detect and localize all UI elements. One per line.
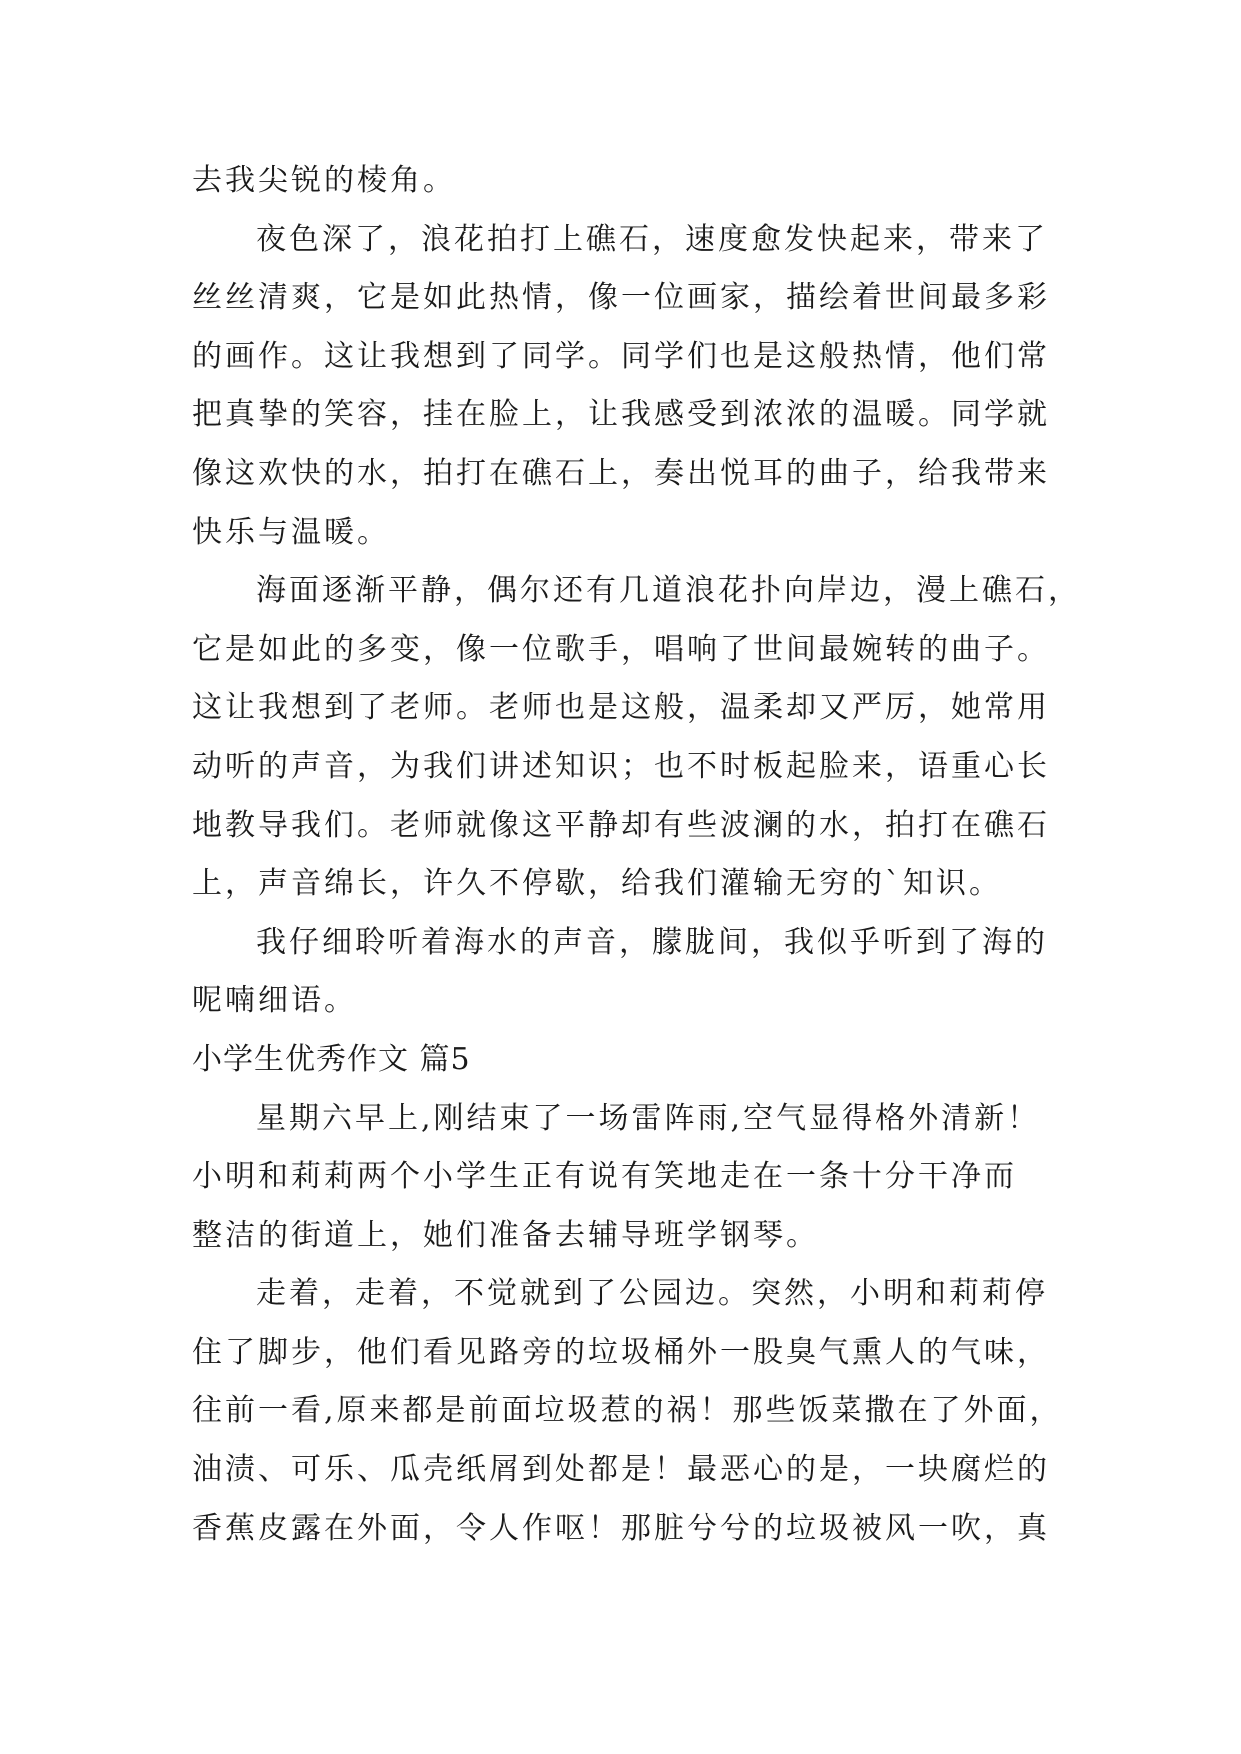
text-line: 整洁的街道上，她们准备去辅导班学钢琴。 — [192, 1217, 819, 1253]
text-line: 小明和莉莉两个小学生正有说有笑地走在一条十分干净而 — [192, 1159, 1017, 1195]
text-line: 上，声音绵长，许久不停歇，给我们灌输无穷的`知识。 — [192, 866, 1002, 902]
paragraph-start-line: 夜色深了，浪花拍打上礁石，速度愈发快起来，带来了 — [256, 221, 1048, 257]
text-line: 去我尖锐的棱角。 — [192, 163, 456, 198]
text-line: 往前一看,原来都是前面垃圾惹的祸！那些饭菜撒在了外面， — [192, 1393, 1063, 1429]
paragraph-start-line: 星期六早上,刚结束了一场雷阵雨,空气显得格外清新！ — [256, 1100, 1041, 1136]
text-line: 丝丝清爽，它是如此热情，像一位画家，描绘着世间最多彩 — [192, 280, 1050, 316]
paragraph-start-line: 走着，走着，不觉就到了公园边。突然，小明和莉莉停 — [256, 1276, 1048, 1312]
text-line: 呢喃细语。 — [192, 983, 357, 1019]
text-line: 油渍、可乐、瓜壳纸屑到处都是！最恶心的是，一块腐烂的 — [192, 1452, 1050, 1488]
text-line: 这让我想到了老师。老师也是这般，温柔却又严厉，她常用 — [192, 690, 1050, 726]
text-line: 的画作。这让我想到了同学。同学们也是这般热情，他们常 — [192, 338, 1050, 374]
text-line: 快乐与温暖。 — [192, 514, 390, 550]
paragraph-start-line: 海面逐渐平静，偶尔还有几道浪花扑向岸边，漫上礁石， — [256, 573, 1081, 609]
section-heading: 小学生优秀作文 篇5 — [192, 1041, 471, 1077]
text-line: 香蕉皮露在外面，令人作呕！那脏兮兮的垃圾被风一吹，真 — [192, 1510, 1050, 1546]
text-line: 地教导我们。老师就像这平静却有些波澜的水，拍打在礁石 — [192, 807, 1050, 843]
text-line: 把真挚的笑容，挂在脸上，让我感受到浓浓的温暖。同学就 — [192, 397, 1050, 433]
text-line: 它是如此的多变，像一位歌手，唱响了世间最婉转的曲子。 — [192, 631, 1050, 667]
paragraph-start-line: 我仔细聆听着海水的声音，朦胧间，我似乎听到了海的 — [256, 924, 1048, 960]
essay-body — [192, 152, 1081, 1558]
text-line: 动听的声音，为我们讲述知识；也不时板起脸来，语重心长 — [192, 748, 1050, 784]
text-line: 像这欢快的水，拍打在礁石上，奏出悦耳的曲子，给我带来 — [192, 455, 1050, 491]
text-line: 住了脚步，他们看见路旁的垃圾桶外一股臭气熏人的气味， — [192, 1334, 1050, 1370]
